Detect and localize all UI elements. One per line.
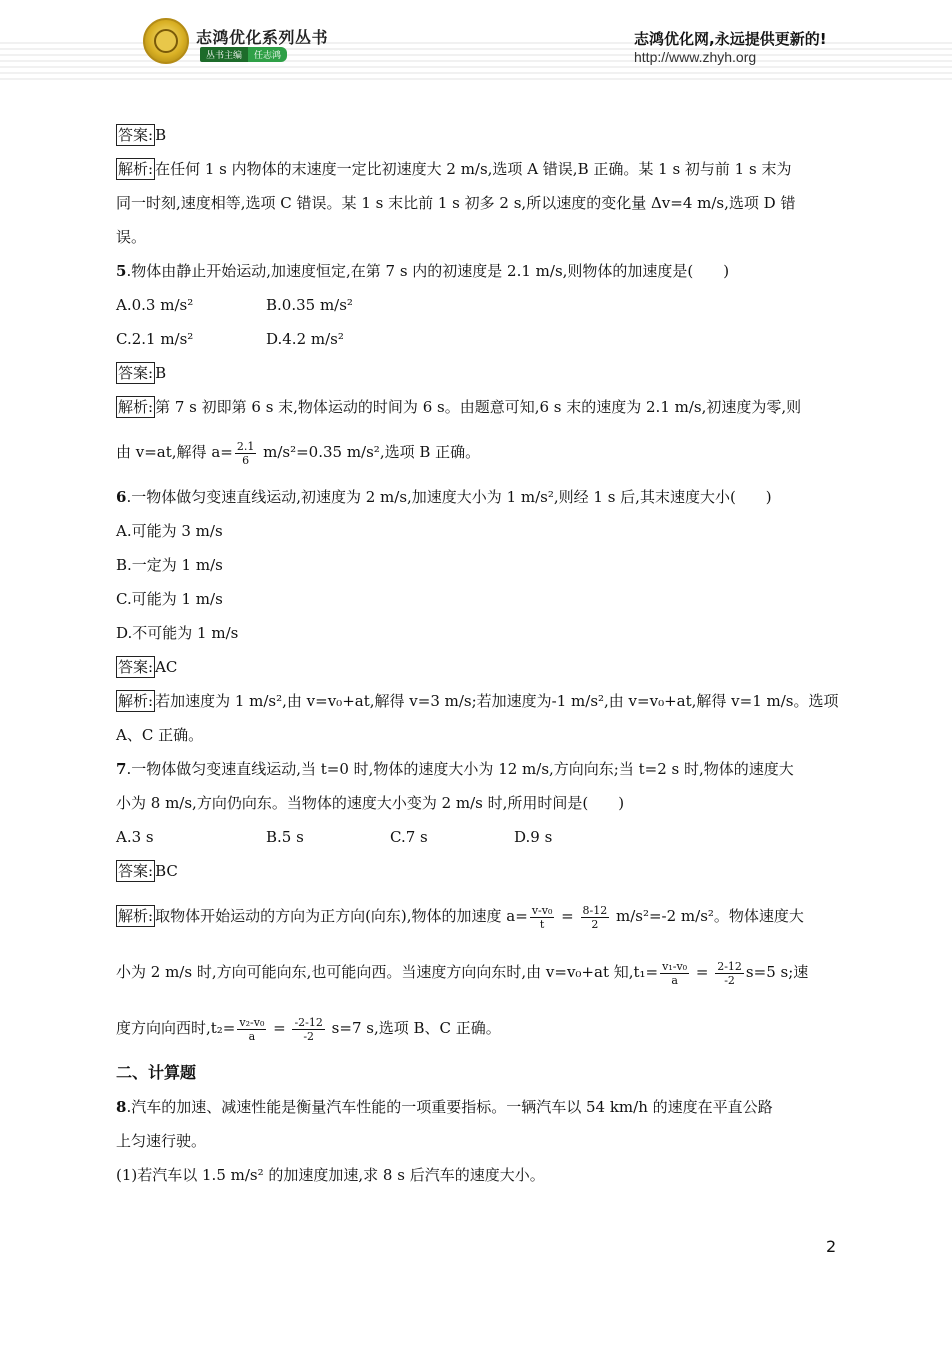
q8-stem-line-2: 上匀速行驶。	[116, 1132, 207, 1150]
q6-analysis-line-2: A、C 正确。	[116, 726, 204, 744]
q5-answer	[116, 356, 836, 390]
fraction-denominator: 6	[242, 453, 250, 467]
q5-answer-value: B	[155, 364, 167, 382]
q7-options-row	[116, 820, 836, 854]
q7-analysis-pre-3: 度方向向西时,t₂=	[116, 1019, 236, 1037]
q8-stem-text-1: .汽车的加速、减速性能是衡量汽车性能的一项重要指标。一辆汽车以 54 km/h 的速度在平直公路	[126, 1098, 773, 1116]
answer-label: 答案:	[118, 862, 154, 880]
answer-label: 答案:	[118, 126, 154, 144]
fraction-numerator: v₂-v₀	[239, 1015, 265, 1029]
q7-fraction-2b	[715, 960, 744, 987]
q7-option-c: C.7 s	[390, 828, 428, 846]
answer-label: 答案:	[118, 658, 154, 676]
fraction-numerator: 2.1	[236, 439, 255, 453]
fraction-denominator: a	[671, 973, 678, 987]
q6-number: 6	[116, 488, 127, 506]
q5-option-d: D.4.2 m/s²	[266, 330, 344, 348]
q7-option-b: B.5 s	[266, 828, 304, 846]
q5-analysis-post: m/s²=0.35 m/s²,选项 B 正确。	[258, 443, 481, 461]
q7-stem-text-1: .一物体做匀变速直线运动,当 t=0 时,物体的速度大小为 12 m/s,方向向东;当 t=2 s 时,物体的速度大	[126, 760, 794, 778]
fraction-denominator: t	[539, 917, 545, 931]
q6-option-b: B.一定为 1 m/s	[116, 556, 223, 574]
q7-analysis-pre-2: 小为 2 m/s 时,方向可能向东,也可能向西。当速度方向向东时,由 v=v₀+at 知,t₁=	[116, 963, 659, 981]
fraction-denominator: a	[248, 1029, 256, 1043]
q7-fraction-1b	[581, 904, 610, 931]
q5-options-row-1	[116, 288, 836, 322]
q5-options-row-2	[116, 322, 836, 356]
logo-emblem	[154, 29, 178, 53]
q4-analysis-line-1	[116, 152, 836, 186]
q5-option-b: B.0.35 m/s²	[266, 296, 353, 314]
q6-option-c: C.可能为 1 m/s	[116, 590, 223, 608]
q7-analysis-post-3: s=7 s,选项 B、C 正确。	[326, 1019, 501, 1037]
q7-fraction-2a	[660, 960, 689, 987]
equals-sign: =	[268, 1019, 291, 1037]
q4-answer-value: B	[155, 126, 167, 144]
q8-number: 8	[116, 1098, 127, 1116]
answer-label: 答案:	[118, 364, 154, 382]
editor-label: 丛书主编	[200, 47, 248, 62]
q7-analysis-line-2	[116, 944, 836, 1000]
site-url[interactable]: http://www.zhyh.org	[634, 49, 757, 65]
q6-answer	[116, 650, 836, 684]
series-title: 志鸿优化系列丛书	[196, 28, 329, 47]
q5-analysis-line-1	[116, 390, 836, 424]
q6-stem	[116, 480, 836, 514]
q6-option-d: D.不可能为 1 m/s	[116, 624, 239, 642]
fraction-denominator: 2	[591, 917, 599, 931]
q7-answer-value: BC	[155, 862, 178, 880]
q7-option-d: D.9 s	[514, 828, 553, 846]
q5-option-c: C.2.1 m/s²	[116, 330, 194, 348]
fraction-numerator: v₁-v₀	[662, 959, 688, 973]
q5-analysis-line-2	[116, 424, 836, 480]
q5-number: 5	[116, 262, 127, 280]
header-slogan: 志鸿优化网,永远提供更新的!	[634, 30, 827, 48]
fraction-numerator: -2-12	[294, 1015, 323, 1029]
q4-analysis-line-2: 同一时刻,速度相等,选项 C 错误。某 1 s 末比前 1 s 初多 2 s,所以速度的变化量 Δv=4 m/s,选项 D 错	[116, 194, 796, 212]
editor-badge	[200, 47, 287, 61]
q6-option-a: A.可能为 3 m/s	[116, 522, 223, 540]
editor-name: 任志鸿	[248, 47, 287, 62]
q5-stem-text: .物体由静止开始运动,加速度恒定,在第 7 s 内的初速度是 2.1 m/s,则物体的加速度是( )	[126, 262, 730, 280]
fraction-denominator: -2	[724, 973, 735, 987]
equals-sign: =	[691, 963, 714, 981]
q5-fraction	[235, 440, 257, 467]
page-number: 2	[826, 1237, 837, 1256]
page-content	[116, 118, 839, 1192]
q6-answer-value: AC	[155, 658, 178, 676]
q7-analysis-post-1: m/s²=-2 m/s²。物体速度大	[611, 907, 804, 925]
q7-analysis-line-3	[116, 1000, 836, 1056]
publisher-logo	[143, 18, 189, 64]
q7-analysis-line-1	[116, 888, 836, 944]
q7-fraction-1a	[530, 904, 555, 931]
analysis-label: 解析:	[118, 398, 154, 416]
analysis-label: 解析:	[118, 692, 154, 710]
q4-analysis-line-3: 误。	[116, 228, 147, 246]
q5-analysis-text-1: 第 7 s 初即第 6 s 末,物体运动的时间为 6 s。由题意可知,6 s 末的速度为 2.1 m/s,初速度为零,则	[155, 398, 802, 416]
q5-option-a: A.0.3 m/s²	[116, 296, 194, 314]
q7-number: 7	[116, 760, 127, 778]
q7-analysis-pre-1: 取物体开始运动的方向为正方向(向东),物体的加速度 a=	[155, 907, 528, 925]
q7-stem-line-1	[116, 752, 836, 786]
section-title: 二、计算题	[116, 1063, 197, 1082]
q5-stem	[116, 254, 836, 288]
q7-fraction-3a	[237, 1016, 266, 1043]
page-header	[0, 0, 952, 84]
q5-analysis-pre: 由 v=at,解得 a=	[116, 443, 233, 461]
q7-analysis-post-2: s=5 s;速	[745, 963, 809, 981]
q6-stem-text: .一物体做匀变速直线运动,初速度为 2 m/s,加速度大小为 1 m/s²,则经 1 s 后,其末速度大小( )	[126, 488, 772, 506]
analysis-label: 解析:	[118, 160, 154, 178]
analysis-label: 解析:	[118, 907, 154, 925]
q8-part-1: (1)若汽车以 1.5 m/s² 的加速度加速,求 8 s 后汽车的速度大小。	[116, 1166, 545, 1184]
q7-option-a: A.3 s	[116, 828, 154, 846]
q4-analysis-text-1: 在任何 1 s 内物体的末速度一定比初速度大 2 m/s,选项 A 错误,B 正确。某 1 s 初与前 1 s 末为	[155, 160, 792, 178]
fraction-numerator: v-v₀	[531, 903, 553, 917]
q7-answer	[116, 854, 836, 888]
equals-sign: =	[556, 907, 579, 925]
q7-fraction-3b	[292, 1016, 324, 1043]
q6-analysis-line-1	[116, 684, 839, 718]
q6-analysis-text-1: 若加速度为 1 m/s²,由 v=v₀+at,解得 v=3 m/s;若加速度为-1 m/s²,由 v=v₀+at,解得 v=1 m/s。选项	[155, 692, 839, 710]
fraction-numerator: 8-12	[582, 903, 608, 917]
fraction-numerator: 2-12	[717, 959, 742, 973]
fraction-denominator: -2	[303, 1029, 315, 1043]
q7-stem-line-2: 小为 8 m/s,方向仍向东。当物体的速度大小变为 2 m/s 时,所用时间是( )	[116, 794, 625, 812]
q4-answer	[116, 118, 836, 152]
q8-stem-line-1	[116, 1090, 836, 1124]
